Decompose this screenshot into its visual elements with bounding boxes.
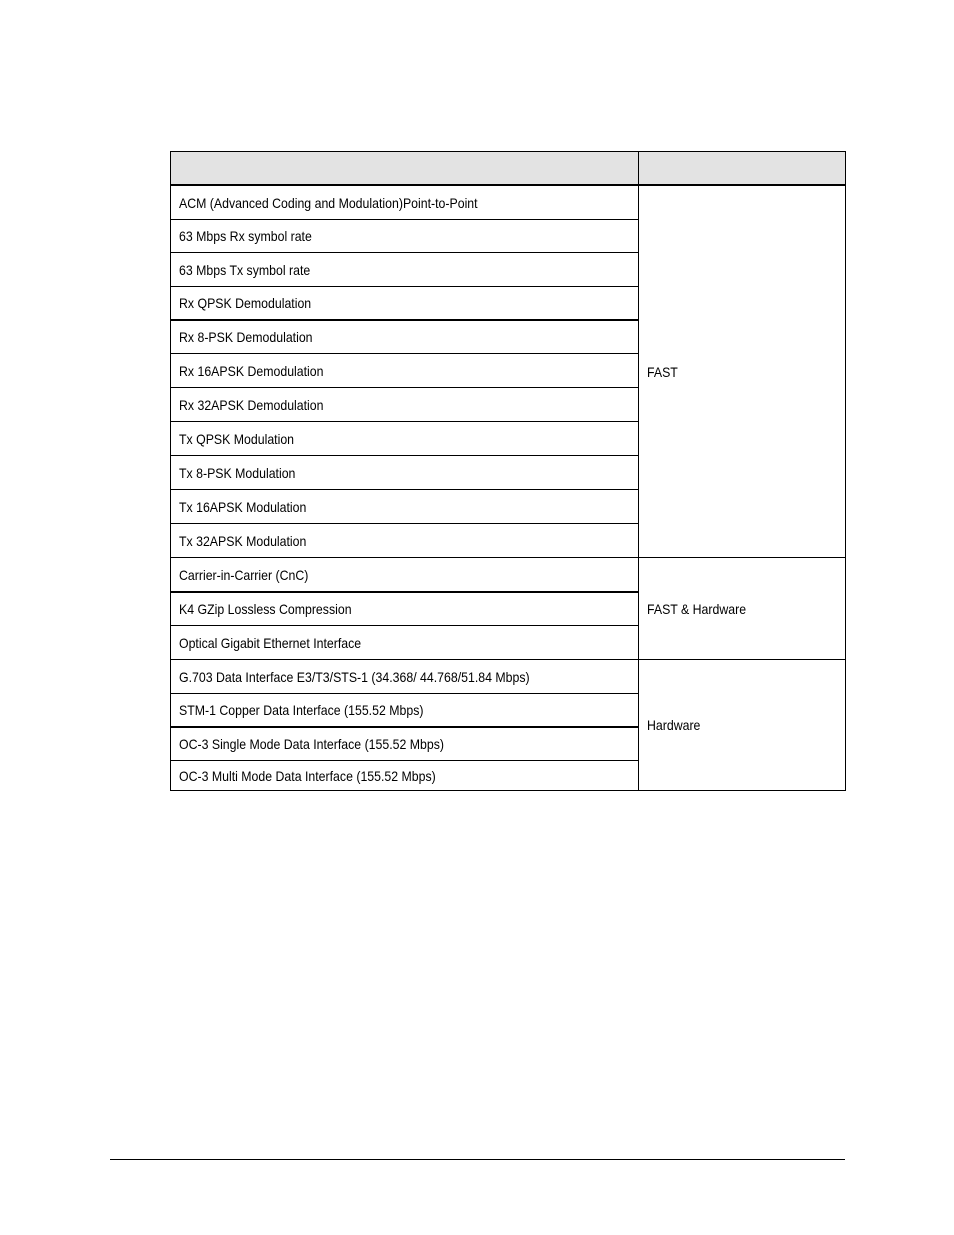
feature-cell: Rx QPSK Demodulation <box>171 287 639 321</box>
header-feature-cell <box>171 152 639 186</box>
feature-cell: K4 GZip Lossless Compression <box>171 592 639 626</box>
feature-cell: 63 Mbps Tx symbol rate <box>171 253 639 287</box>
feature-cell: Optical Gigabit Ethernet Interface <box>171 626 639 660</box>
feature-cell: OC-3 Multi Mode Data Interface (155.52 Mbps) <box>171 761 639 791</box>
feature-cell: 63 Mbps Rx symbol rate <box>171 220 639 253</box>
feature-cell: Tx 8-PSK Modulation <box>171 456 639 490</box>
feature-cell: Tx QPSK Modulation <box>171 422 639 456</box>
license-cell-fast: FAST <box>639 185 846 558</box>
feature-cell: G.703 Data Interface E3/T3/STS-1 (34.368/ 44.768/51.84 Mbps) <box>171 660 639 694</box>
table-row <box>171 660 846 694</box>
feature-cell: Tx 16APSK Modulation <box>171 490 639 524</box>
feature-cell: Rx 16APSK Demodulation <box>171 354 639 388</box>
license-cell-hardware: Hardware <box>639 660 846 791</box>
feature-cell: Carrier-in-Carrier (CnC) <box>171 558 639 593</box>
feature-cell: STM-1 Copper Data Interface (155.52 Mbps) <box>171 694 639 728</box>
header-license-cell <box>639 152 846 186</box>
feature-cell: Rx 8-PSK Demodulation <box>171 320 639 354</box>
license-cell-fast-hardware: FAST & Hardware <box>639 558 846 660</box>
feature-cell: OC-3 Single Mode Data Interface (155.52 Mbps) <box>171 727 639 761</box>
table-header-row <box>171 152 846 186</box>
table-row <box>171 185 846 220</box>
feature-license-table <box>170 151 846 791</box>
table-row <box>171 558 846 593</box>
feature-cell: Tx 32APSK Modulation <box>171 524 639 558</box>
feature-cell: Rx 32APSK Demodulation <box>171 388 639 422</box>
footer-divider <box>110 1159 845 1160</box>
feature-cell: ACM (Advanced Coding and Modulation)Point-to-Point <box>171 185 639 220</box>
